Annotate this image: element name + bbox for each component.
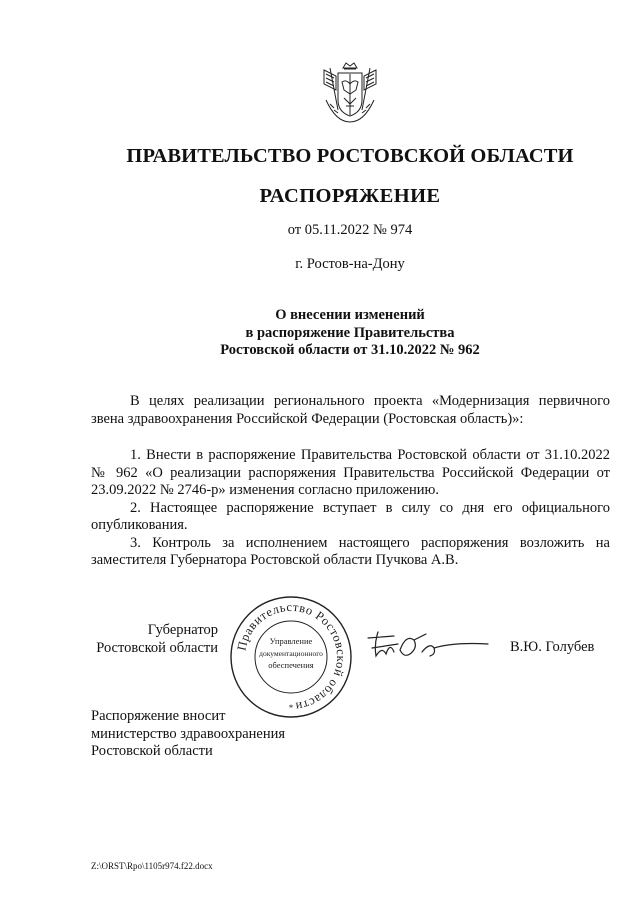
submitter-line: Ростовской области (91, 743, 213, 759)
submitter-line: Распоряжение вносит (91, 708, 226, 724)
svg-text:*: * (288, 703, 294, 713)
submitter-line: министерство здравоохранения (91, 725, 286, 742)
stamp-inner-line: обеспечения (268, 660, 314, 670)
stamp-outer-text: Правительство Ростовской области (234, 599, 349, 714)
official-seal-stamp-icon (228, 594, 354, 720)
signatory-title-line: Ростовской области (96, 639, 218, 656)
point-item: 2. Настоящее распоряжение вступает в силу со дня его официального опубликования. (91, 499, 610, 533)
signatory-title (91, 622, 218, 657)
stamp-inner-line: документационного (259, 649, 323, 658)
handwritten-signature-icon (364, 624, 494, 666)
document-subject (0, 307, 640, 360)
signatory-name: В.Ю. Голубев (510, 639, 595, 655)
subject-line: О внесении изменений (275, 307, 425, 323)
preamble-text: В целях реализации регионального проекта «Модернизация первичного звена здравоохранения Российской Федерации (Ростовская область)»: (91, 393, 610, 427)
point-item: 3. Контроль за исполнением настоящего распоряжения возложить на заместителя Губернатора Ростовской области Пучкова А.В. (91, 534, 610, 568)
subject-line: Ростовской области от 31.10.2022 № 962 (220, 342, 480, 358)
document-type-heading: РАСПОРЯЖЕНИЕ (259, 185, 441, 207)
subject-line: в распоряжение Правительства (245, 324, 455, 341)
stamp-inner-line: Управление (269, 636, 313, 646)
rostov-oblast-coat-of-arms-icon (316, 60, 384, 128)
document-city: г. Ростов-на-Дону (295, 256, 405, 272)
government-title: ПРАВИТЕЛЬСТВО РОСТОВСКОЙ ОБЛАСТИ (126, 145, 574, 167)
file-path-footer: Z:\ORST\Rpo\1105r974.f22.docx (91, 861, 213, 871)
submitter-block (91, 708, 285, 761)
preamble-paragraph (91, 393, 610, 428)
points-list (91, 447, 610, 570)
document-date-number: от 05.11.2022 № 974 (287, 222, 413, 238)
signatory-title-line: Губернатор (147, 622, 218, 638)
point-item: 1. Внести в распоряжение Правительства Ростовской области от 31.10.2022 № 962 «О реализации распоряжения Правительства Российской Федерации от 23.09.2022 № 2746-р» изменения согласно приложению. (91, 447, 610, 498)
